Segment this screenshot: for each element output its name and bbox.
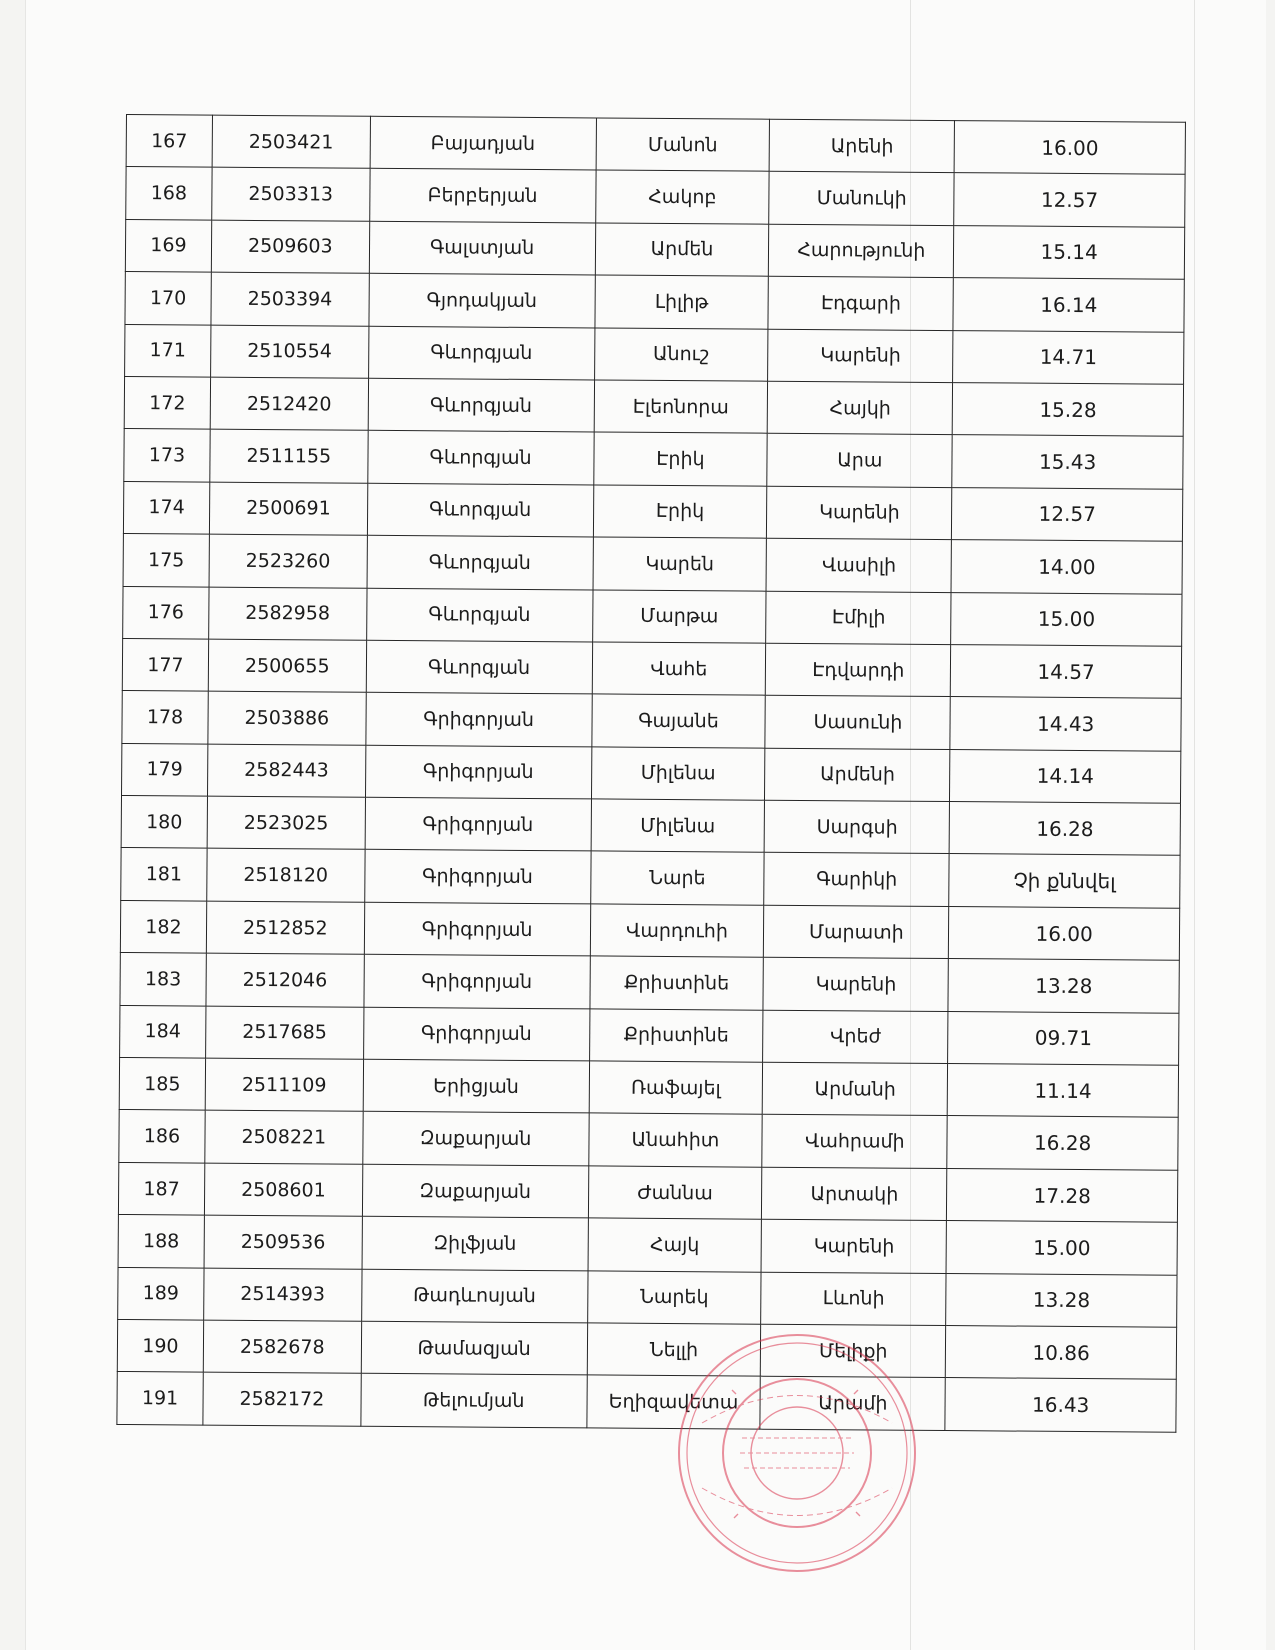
table-row [125, 324, 1184, 384]
score-cell: 15.00 [951, 592, 1182, 646]
patronymic-cell: Մելիքի [761, 1324, 946, 1378]
score-cell: 14.71 [953, 330, 1184, 384]
table-row [122, 691, 1181, 751]
patronymic-cell: Արենի [770, 119, 955, 173]
first-name-cell: Լիլիթ [594, 275, 768, 329]
table-row [121, 796, 1180, 856]
table-row [118, 1162, 1177, 1222]
patronymic-cell: Հայկի [768, 381, 953, 435]
applicant-id-cell: 2508601 [204, 1163, 362, 1217]
surname-cell: Գրիգորյան [365, 745, 591, 799]
applicant-id-cell: 2582678 [203, 1320, 361, 1374]
patronymic-cell: Արտակի [762, 1167, 947, 1221]
surname-cell: Գալստյան [369, 221, 595, 275]
row-number-cell: 178 [122, 691, 208, 744]
surname-cell: Թադևոսյան [361, 1269, 587, 1323]
patronymic-cell: Վասիլի [766, 538, 951, 592]
surname-cell: Գրիգորյան [364, 955, 590, 1009]
surname-cell: Բերբերյան [369, 169, 595, 223]
score-cell: 16.14 [953, 278, 1184, 332]
row-number-cell: 177 [122, 638, 208, 691]
surname-cell: Գևորգյան [368, 431, 594, 485]
row-number-cell: 172 [124, 376, 210, 429]
table-row [123, 534, 1182, 594]
table-row [124, 376, 1183, 436]
patronymic-cell: Կարենի [767, 486, 952, 540]
first-name-cell: Եղիզավետա [586, 1375, 760, 1429]
surname-cell: Գրիգորյան [364, 850, 590, 904]
surname-cell: Զաքարյան [362, 1164, 588, 1218]
table-row [119, 1058, 1178, 1118]
first-name-cell: Արմեն [595, 223, 769, 277]
row-number-cell: 186 [119, 1110, 205, 1163]
row-number-cell: 170 [125, 272, 211, 325]
first-name-cell: Նարե [590, 851, 764, 905]
table-row [119, 1110, 1178, 1170]
table-row [118, 1215, 1177, 1275]
score-cell: 14.43 [950, 697, 1181, 751]
surname-cell: Գևորգյան [366, 640, 592, 694]
row-number-cell: 183 [120, 953, 206, 1006]
table-row [120, 900, 1179, 960]
score-cell: 13.28 [946, 1273, 1177, 1327]
first-name-cell: Անահիտ [588, 1113, 762, 1167]
row-number-cell: 171 [125, 324, 211, 377]
score-cell: 14.00 [951, 540, 1182, 594]
surname-cell: Գևորգյան [368, 378, 594, 432]
surname-cell: Երիցյան [363, 1059, 589, 1113]
table-row [118, 1267, 1177, 1327]
first-name-cell: Քրիստինե [589, 956, 763, 1010]
score-cell: 14.57 [951, 644, 1182, 698]
score-cell: 14.14 [950, 749, 1181, 803]
applicant-id-cell: 2512420 [210, 377, 368, 431]
patronymic-cell: Մարատի [764, 905, 949, 959]
table-row [126, 167, 1185, 227]
score-cell: 16.00 [954, 121, 1185, 175]
applicant-id-cell: 2509536 [204, 1215, 362, 1269]
table-row [121, 848, 1180, 908]
table-row [120, 953, 1179, 1013]
applicant-id-cell: 2582958 [209, 587, 367, 641]
score-cell: 16.28 [947, 1116, 1178, 1170]
row-number-cell: 188 [118, 1215, 204, 1268]
surname-cell: Գևորգյան [367, 483, 593, 537]
applicant-id-cell: 2500691 [209, 482, 367, 536]
applicant-id-cell: 2511155 [210, 429, 368, 483]
applicant-id-cell: 2582172 [203, 1372, 361, 1426]
surname-cell: Գրիգորյան [366, 693, 592, 747]
table-row [125, 272, 1184, 332]
score-cell: 10.86 [946, 1326, 1177, 1380]
first-name-cell: Մանոն [596, 118, 770, 172]
first-name-cell: Միլենա [591, 799, 765, 853]
first-name-cell: Էրիկ [593, 432, 767, 486]
score-cell: 12.57 [952, 487, 1183, 541]
row-number-cell: 180 [121, 796, 207, 849]
table-row [120, 1005, 1179, 1065]
first-name-cell: Միլենա [591, 747, 765, 801]
applicant-id-cell: 2510554 [210, 325, 368, 379]
first-name-cell: Քրիստինե [589, 1009, 763, 1063]
applicant-id-cell: 2523260 [209, 534, 367, 588]
score-cell: 16.00 [949, 906, 1180, 960]
patronymic-cell: Արմենի [765, 748, 950, 802]
row-number-cell: 169 [125, 219, 211, 272]
row-number-cell: 184 [120, 1005, 206, 1058]
score-cell: 15.43 [952, 435, 1183, 489]
row-number-cell: 187 [118, 1162, 204, 1215]
applicant-id-cell: 2582443 [207, 744, 365, 798]
first-name-cell: Ռաֆայել [589, 1061, 763, 1115]
row-number-cell: 168 [126, 167, 212, 220]
table-row [125, 219, 1184, 279]
surname-cell: Գևորգյան [367, 535, 593, 589]
table-row [123, 586, 1182, 646]
first-name-cell: Հայկ [588, 1218, 762, 1272]
score-cell: 16.28 [949, 802, 1180, 856]
first-name-cell: Կարեն [593, 537, 767, 591]
patronymic-cell: Վրեժ [763, 1010, 948, 1064]
patronymic-cell: Էմիլի [766, 591, 951, 645]
applicant-id-cell: 2511109 [205, 1058, 363, 1112]
score-cell: 16.43 [945, 1378, 1176, 1432]
first-name-cell: Հակոբ [595, 170, 769, 224]
patronymic-cell: Մանուկի [769, 172, 954, 226]
first-name-cell: Նելլի [587, 1323, 761, 1377]
surname-cell: Գրիգորյան [364, 902, 590, 956]
patronymic-cell: Հարությունի [769, 224, 954, 278]
scan-artifact-line [1194, 0, 1195, 1650]
row-number-cell: 167 [126, 115, 212, 168]
patronymic-cell: Լևոնի [761, 1272, 946, 1326]
table-row [117, 1372, 1176, 1432]
surname-cell: Բայադյան [370, 116, 596, 170]
row-number-cell: 190 [117, 1319, 203, 1372]
first-name-cell: Գայանե [591, 694, 765, 748]
patronymic-cell: Վահրամի [762, 1115, 947, 1169]
patronymic-cell: Գարիկի [764, 853, 949, 907]
applicant-id-cell: 2512852 [206, 901, 364, 955]
row-number-cell: 175 [123, 534, 209, 587]
score-cell: 12.57 [954, 173, 1185, 227]
applicant-id-cell: 2514393 [204, 1268, 362, 1322]
patronymic-cell: Սասունի [765, 696, 950, 750]
surname-cell: Թամազյան [361, 1321, 587, 1375]
first-name-cell: Անուշ [594, 328, 768, 382]
applicant-id-cell: 2512046 [206, 953, 364, 1007]
table-row [126, 115, 1185, 175]
first-name-cell: Վարդուհի [590, 904, 764, 958]
row-number-cell: 174 [123, 481, 209, 534]
table-row [123, 481, 1182, 541]
row-number-cell: 189 [118, 1267, 204, 1320]
score-cell: 13.28 [948, 959, 1179, 1013]
first-name-cell: Էլեոնորա [594, 380, 768, 434]
patronymic-cell: Կարենի [768, 329, 953, 383]
score-cell: 15.14 [954, 225, 1185, 279]
applicant-id-cell: 2503394 [211, 272, 369, 326]
table-row [117, 1319, 1176, 1379]
applicant-id-cell: 2518120 [207, 849, 365, 903]
patronymic-cell: Կարենի [761, 1219, 946, 1273]
applicant-id-cell: 2503886 [208, 691, 366, 745]
surname-cell: Գևորգյան [368, 326, 594, 380]
first-name-cell: Ժաննա [588, 1166, 762, 1220]
patronymic-cell: Կարենի [763, 957, 948, 1011]
patronymic-cell: Էդգարի [768, 276, 953, 330]
patronymic-cell: Արա [767, 434, 952, 488]
table-row [122, 638, 1181, 698]
row-number-cell: 181 [121, 848, 207, 901]
applicant-id-cell: 2503421 [212, 115, 370, 169]
score-cell: 11.14 [947, 1064, 1178, 1118]
row-number-cell: 182 [120, 900, 206, 953]
patronymic-cell: Արամի [760, 1377, 945, 1431]
results-table-body [117, 115, 1186, 1432]
score-cell: Չի քննվել [949, 854, 1180, 908]
first-name-cell: Նարեկ [587, 1271, 761, 1325]
row-number-cell: 176 [123, 586, 209, 639]
results-table [116, 114, 1186, 1433]
patronymic-cell: Սարգսի [765, 800, 950, 854]
row-number-cell: 173 [124, 429, 210, 482]
applicant-id-cell: 2508221 [205, 1111, 363, 1165]
applicant-id-cell: 2517685 [205, 1006, 363, 1060]
applicant-id-cell: 2500655 [208, 639, 366, 693]
patronymic-cell: Էդվարդի [766, 643, 951, 697]
surname-cell: Գրիգորյան [365, 797, 591, 851]
table-row [122, 743, 1181, 803]
first-name-cell: Մարթա [592, 589, 766, 643]
applicant-id-cell: 2523025 [207, 796, 365, 850]
score-cell: 17.28 [947, 1168, 1178, 1222]
first-name-cell: Էրիկ [593, 485, 767, 539]
surname-cell: Զիլֆյան [362, 1216, 588, 1270]
surname-cell: Գևորգյան [366, 588, 592, 642]
table-row [124, 429, 1183, 489]
first-name-cell: Վահե [592, 642, 766, 696]
applicant-id-cell: 2509603 [211, 220, 369, 274]
row-number-cell: 179 [122, 743, 208, 796]
row-number-cell: 191 [117, 1372, 203, 1425]
surname-cell: Զաքարյան [363, 1112, 589, 1166]
score-cell: 15.00 [946, 1221, 1177, 1275]
surname-cell: Գյոդակյան [369, 273, 595, 327]
applicant-id-cell: 2503313 [212, 168, 370, 222]
score-cell: 15.28 [952, 383, 1183, 437]
surname-cell: Թելումյան [361, 1374, 587, 1428]
patronymic-cell: Արմանի [763, 1062, 948, 1116]
score-cell: 09.71 [948, 1011, 1179, 1065]
surname-cell: Գրիգորյան [363, 1007, 589, 1061]
row-number-cell: 185 [119, 1058, 205, 1111]
